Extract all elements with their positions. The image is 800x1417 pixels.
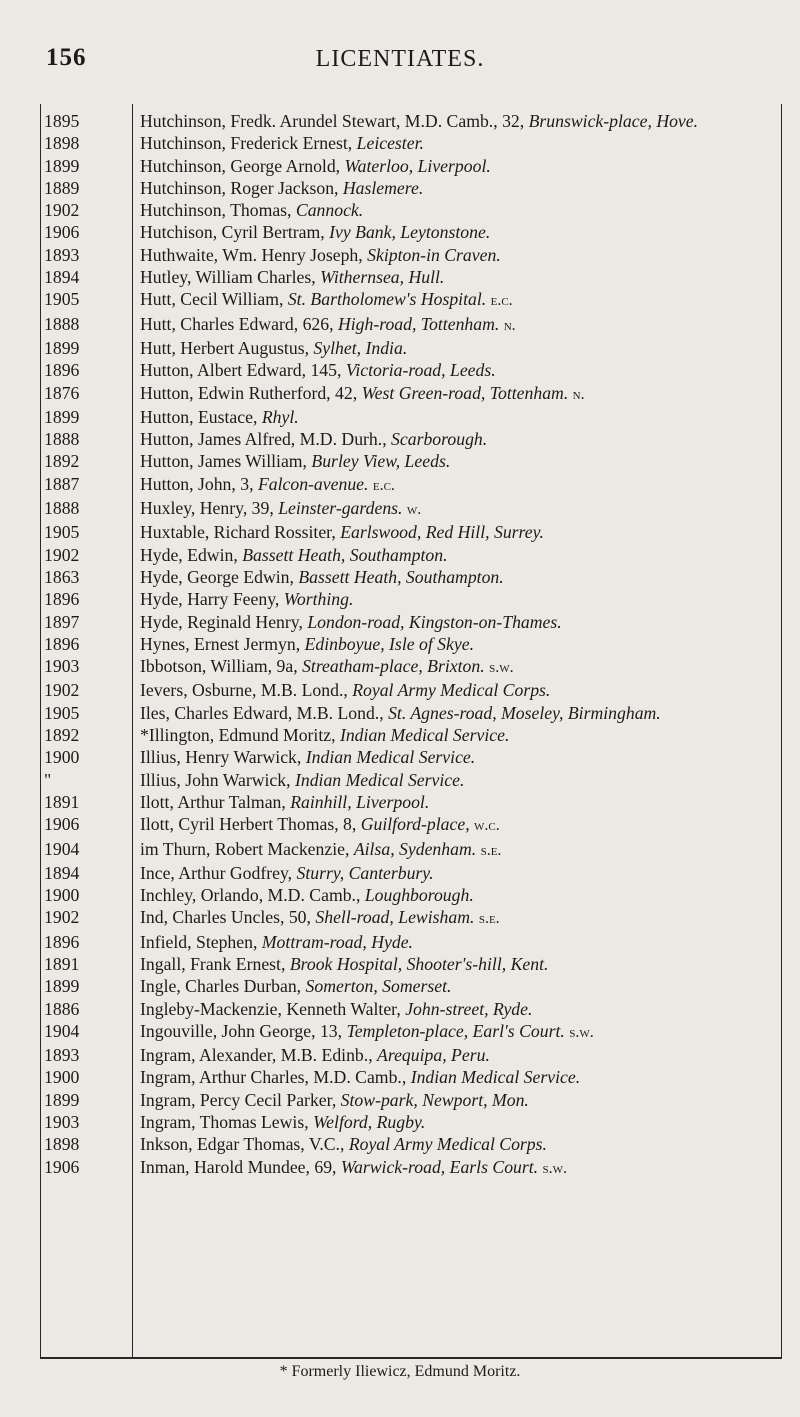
entry-name: Ingram, Thomas Lewis, [140,1112,314,1133]
entry-text [132,769,780,791]
entry-year: 1888 [44,429,80,450]
entry-place: Bassett Heath, Southampton. [298,566,504,587]
entry-district: s.w. [569,1023,594,1041]
entry-text [132,884,780,906]
entry-name: Illius, John Warwick, [140,769,295,790]
entry-name: Hyde, Harry Feeny, [140,589,284,610]
entry-district: e.c. [490,292,513,310]
list-item [40,359,780,381]
entry-name: Hutt, Cecil William, [140,289,288,310]
list-item [40,1020,780,1044]
entry-place: Templeton-place, Earl's Court. [346,1020,565,1041]
entry-place: Brook Hospital, Shooter's-hill, Kent. [289,953,549,974]
entry-text [132,382,780,406]
entry-text [132,566,780,588]
entry-place: Victoria-road, Leeds. [345,360,496,381]
entry-name: Ingall, Frank Ernest, [140,953,290,974]
entry-year: 1904 [44,1020,80,1041]
entry-text [132,177,780,199]
list-item [40,1133,780,1155]
entry-year: 1898 [44,133,80,154]
list-item [40,155,780,177]
entry-text [132,473,780,497]
entry-name: Hyde, Edwin, [140,544,243,565]
list-item [40,746,780,768]
entry-name: Hutt, Charles Edward, 626, [140,313,338,334]
entry-year: 1896 [44,633,80,654]
entry-year: 1902 [44,907,80,928]
entry-text [132,266,780,288]
entry-text [132,497,780,521]
entry-year: 1898 [44,1134,80,1155]
entry-text [132,1044,780,1066]
entry-text [132,633,780,655]
entry-place: Waterloo, Liverpool. [344,155,491,176]
entry-text [132,611,780,633]
entry-year: 1905 [44,702,80,723]
entry-text [132,1111,780,1133]
entry-name: Ilott, Arthur Talman, [140,791,291,812]
entry-year: 1887 [44,473,80,494]
entry-year: 1889 [44,177,80,198]
entry-name: Hutton, Edwin Rutherford, 42, [140,382,362,403]
entry-year: 1891 [44,953,80,974]
list-item [40,975,780,997]
entry-district: w. [406,501,422,519]
entry-text [132,337,780,359]
entry-year: 1905 [44,289,80,310]
list-item [40,906,780,930]
list-item [40,288,780,312]
entry-place: High-road, Tottenham. [337,313,500,334]
entry-name: Hutt, Herbert Augustus, [140,337,314,358]
list-item [40,633,780,655]
entry-place: Edinboyue, Isle of Skye. [304,633,475,654]
entry-place: St. Agnes-road, Moseley, Birmingham. [388,702,661,723]
list-item [40,199,780,221]
entry-place: Haslemere. [342,177,424,198]
entry-text [132,791,780,813]
entry-name: Hutton, John, 3, [140,473,258,494]
list-item [40,931,780,953]
entry-place: Sylhet, India. [313,337,408,358]
list-item [40,406,780,428]
entry-text [132,998,780,1020]
entry-place: Mottram-road, Hyde. [261,931,413,952]
entry-text [132,521,780,543]
list-item [40,1066,780,1088]
entry-year: 1902 [44,200,80,221]
entry-place: Welford, Rugby. [313,1112,426,1133]
licentiates-list [40,110,780,1180]
entry-year: 1899 [44,406,80,427]
entry-name: Ievers, Osburne, M.B. Lond., [140,680,353,701]
entry-text [132,813,780,837]
entry-year: 1906 [44,814,80,835]
entry-year: 1876 [44,382,80,403]
entry-text [132,906,780,930]
entry-place: London-road, Kingston-on-Thames. [307,611,562,632]
entry-year: 1900 [44,747,80,768]
entry-place: Ivy Bank, Leytonstone. [329,222,491,243]
entry-text [132,1020,780,1044]
entry-name: Ingram, Alexander, M.B. Edinb., [140,1045,378,1066]
entry-district: s.w. [542,1159,568,1177]
entry-year: 1888 [44,498,80,519]
entry-place: Brunswick-place, Hove. [528,111,699,131]
list-item [40,588,780,610]
entry-district: s.e. [478,910,500,928]
list-item [40,544,780,566]
list-item [40,724,780,746]
entry-place: Earlswood, Red Hill, Surrey. [340,522,544,543]
entry-text [132,975,780,997]
entry-year: 1906 [44,1156,80,1177]
entry-year: 1906 [44,222,80,243]
entry-name: Hutchison, Cyril Bertram, [140,222,330,243]
entry-place: Withernsea, Hull. [320,267,445,288]
entry-year: 1891 [44,791,80,812]
running-head: LICENTIATES. [315,46,485,72]
list-item [40,244,780,266]
entry-name: Hyde, George Edwin, [140,566,299,587]
entry-place: Cannock. [295,200,364,221]
entry-place: Leinster-gardens. [278,498,403,519]
entry-place: Ailsa, Sydenham. [353,838,477,859]
entry-year: 1899 [44,155,80,176]
entry-text [132,199,780,221]
entry-district: s.w. [489,659,514,677]
entry-place: Indian Medical Service. [305,747,476,768]
entry-name: Huxtable, Richard Rossiter, [140,522,341,543]
entry-place: Scarborough. [391,429,488,450]
entry-name: Hutchinson, Fredk. Arundel Stewart, M.D. Camb., 32, [140,111,529,131]
entry-text [132,450,780,472]
entry-place: Worthing. [283,589,354,610]
entry-name: Ingleby-Mackenzie, Kenneth Walter, [140,998,406,1019]
entry-year: 1899 [44,337,80,358]
list-item [40,998,780,1020]
entry-name: Hutton, James William, [140,451,312,472]
entry-name: Ibbotson, William, 9a, [140,656,303,677]
entry-name: Ingram, Arthur Charles, M.D. Camb., [140,1067,411,1088]
list-item [40,450,780,472]
entry-text [132,288,780,312]
entry-text [132,862,780,884]
entry-name: Ilott, Cyril Herbert Thomas, 8, [140,814,361,835]
entry-name: Inkson, Edgar Thomas, V.C., [140,1134,349,1155]
entry-place: Loughborough. [364,885,474,906]
entry-name: Hynes, Ernest Jermyn, [140,633,305,654]
list-item [40,221,780,243]
list-item [40,1111,780,1133]
entry-text [132,313,780,337]
list-item [40,953,780,975]
entry-year: 1899 [44,976,80,997]
entry-name: *Illington, Edmund Moritz, [140,725,340,746]
entry-text [132,655,780,679]
entry-year: 1897 [44,611,80,632]
list-item [40,702,780,724]
entry-name: Ingram, Percy Cecil Parker, [140,1089,341,1110]
page-number: 156 [46,44,87,71]
list-item [40,313,780,337]
entry-text [132,953,780,975]
list-item [40,1156,780,1180]
entry-place: Stow-park, Newport, Mon. [340,1089,529,1110]
entry-district: e.c. [372,476,395,494]
entry-text [132,838,780,862]
list-item [40,884,780,906]
entry-name: Hutton, James Alfred, M.D. Durh., [140,429,392,450]
list-item [40,611,780,633]
list-item [40,497,780,521]
entry-year: 1888 [44,313,80,334]
entry-year: 1892 [44,725,80,746]
list-item [40,1044,780,1066]
entry-text [132,221,780,243]
entry-text [132,155,780,177]
list-item [40,769,780,791]
entry-name: Ingouville, John George, 13, [140,1020,347,1041]
entry-name: Hutchinson, Frederick Ernest, [140,133,357,154]
entry-name: Hutchinson, Roger Jackson, [140,177,343,198]
entry-text [132,679,780,701]
list-item [40,813,780,837]
entry-place: Somerton, Somerset. [305,976,452,997]
entry-place: Sturry, Canterbury. [296,862,434,883]
entry-place: Streatham-place, Brixton. [302,656,485,677]
entry-place: John-street, Ryde. [405,998,533,1019]
entry-text [132,724,780,746]
entry-name: Huxley, Henry, 39, [140,498,279,519]
entry-place: Bassett Heath, Southampton. [242,544,448,565]
entry-text [132,359,780,381]
entry-year: 1893 [44,1045,80,1066]
entry-year: 1895 [44,111,80,131]
entry-name: Huthwaite, Wm. Henry Joseph, [140,244,368,265]
list-item [40,838,780,862]
entry-text [132,1066,780,1088]
entry-name: Hutchinson, George Arnold, [140,155,345,176]
entry-year: 1863 [44,566,80,587]
entry-district: w.c. [474,817,500,835]
entry-year: 1900 [44,1067,80,1088]
entry-name: Iles, Charles Edward, M.B. Lond., [140,702,389,723]
entry-name: Hutley, William Charles, [140,267,321,288]
entry-name: Illius, Henry Warwick, [140,747,306,768]
entry-text [132,746,780,768]
entry-year: 1896 [44,360,80,381]
entry-place: Leicester. [356,133,424,154]
list-item [40,566,780,588]
entry-place: Arequipa, Peru. [377,1045,490,1066]
list-item [40,521,780,543]
entry-place: St. Bartholomew's Hospital. [287,289,487,310]
entry-name: Ince, Arthur Godfrey, [140,862,297,883]
entry-text [132,931,780,953]
entry-text [132,1156,780,1180]
list-item [40,382,780,406]
entry-year: 1893 [44,244,80,265]
entry-place: Shell-road, Lewisham. [315,907,475,928]
entry-place: Royal Army Medical Corps. [352,680,551,701]
entry-place: Indian Medical Service. [339,725,510,746]
entry-place: Guilford-place, [360,814,470,835]
list-item [40,473,780,497]
entry-year: 1905 [44,522,80,543]
entry-text [132,1089,780,1111]
entry-text [132,110,780,132]
entry-year: 1896 [44,589,80,610]
entry-place: Burley View, Leeds. [311,451,451,472]
entry-name: Hutton, Eustace, [140,406,262,427]
list-item [40,862,780,884]
entry-district: s.e. [480,841,502,859]
entry-text [132,1133,780,1155]
entry-place: Skipton-in Craven. [367,244,501,265]
entry-place: Warwick-road, Earls Court. [340,1156,539,1177]
entry-year: 1903 [44,656,80,677]
entry-name: Hutchinson, Thomas, [140,200,296,221]
entry-text [132,702,780,724]
list-item [40,655,780,679]
list-item [40,266,780,288]
entry-name: Infield, Stephen, [140,931,262,952]
entry-text [132,428,780,450]
entry-year: 1896 [44,931,80,952]
entry-place: Royal Army Medical Corps. [348,1134,547,1155]
entry-place: Indian Medical Service. [410,1067,581,1088]
entry-year: " [44,769,52,790]
entry-name: Hutton, Albert Edward, 145, [140,360,346,381]
entry-year: 1892 [44,451,80,472]
list-item [40,337,780,359]
entry-name: Inchley, Orlando, M.D. Camb., [140,885,365,906]
entry-place: Rainhill, Liverpool. [290,791,430,812]
list-item [40,177,780,199]
entry-year: 1886 [44,998,80,1019]
entry-year: 1904 [44,838,80,859]
entry-text [132,588,780,610]
entry-text [132,406,780,428]
entry-name: Inman, Harold Mundee, 69, [140,1156,341,1177]
entry-text [132,544,780,566]
entry-district: n. [503,316,516,334]
entry-place: Rhyl. [261,406,299,427]
entry-district: n. [572,385,585,403]
entry-year: 1903 [44,1112,80,1133]
entry-place: Indian Medical Service. [294,769,465,790]
entry-year: 1894 [44,267,80,288]
list-item [40,132,780,154]
list-item [40,679,780,701]
entry-year: 1902 [44,544,80,565]
entry-year: 1899 [44,1089,80,1110]
entry-year: 1900 [44,885,80,906]
entry-year: 1894 [44,862,80,883]
entry-name: Ingle, Charles Durban, [140,976,306,997]
list-item [40,791,780,813]
entry-place: Falcon-avenue. [257,473,369,494]
entry-text [132,132,780,154]
entry-text [132,244,780,266]
entry-name: im Thurn, Robert Mackenzie, [140,838,354,859]
entry-name: Hyde, Reginald Henry, [140,611,308,632]
entry-name: Ind, Charles Uncles, 50, [140,907,316,928]
list-item [40,110,780,132]
list-item [40,1089,780,1111]
page-header [0,44,800,74]
entry-year: 1902 [44,680,80,701]
list-item [40,428,780,450]
entry-place: West Green-road, Tottenham. [361,382,569,403]
footnote: * Formerly Iliewicz, Edmund Moritz. [279,1363,521,1380]
